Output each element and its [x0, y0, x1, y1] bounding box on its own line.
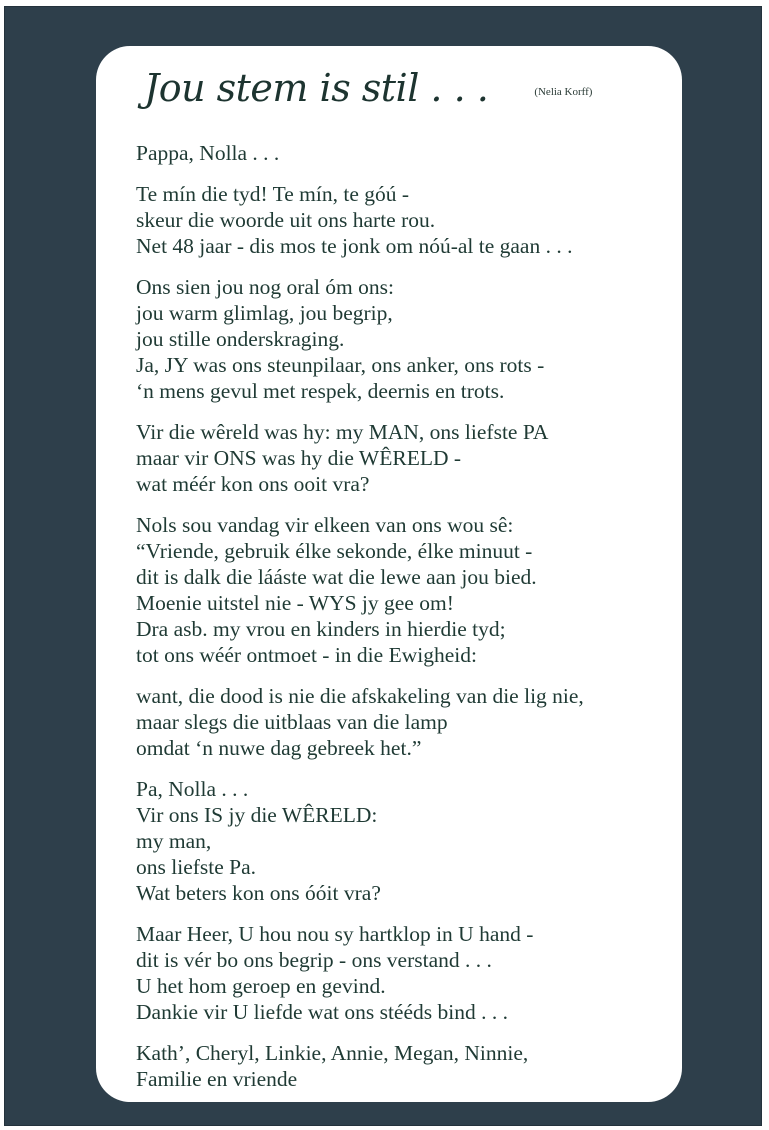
title-row	[136, 66, 662, 140]
poem-card	[96, 46, 682, 1102]
poem-line: tot ons wéér ontmoet - in die Ewigheid:	[136, 643, 477, 667]
poem-line: Wat beters kon ons óóit vra?	[136, 881, 381, 905]
poem-line: Te mín die tyd! Te mín, te góú -	[136, 182, 410, 206]
poem-title: Jou stem is stil . . .	[144, 66, 489, 110]
stanza-6	[136, 683, 662, 761]
poem-line: ons liefste Pa.	[136, 855, 257, 879]
poem-line: “Vriende, gebruik élke sekonde, élke minuut -	[136, 539, 533, 563]
poem-line: my man,	[136, 829, 212, 853]
stanza-7	[136, 776, 662, 906]
stanza-3	[136, 274, 662, 404]
poem-line: maar vir ONS was hy die WÊRELD -	[136, 446, 462, 470]
poem-line: Nols sou vandag vir elkeen van ons wou sê:	[136, 513, 514, 537]
poem-line: want, die dood is nie die afskakeling van die lig nie,	[136, 684, 584, 708]
poem-line: Kath’, Cheryl, Linkie, Annie, Megan, Ninnie,	[136, 1041, 529, 1065]
poem-line: maar slegs die uitblaas van die lamp	[136, 710, 448, 734]
poem-author: (Nelia Korff)	[534, 86, 593, 98]
poem-line: jou warm glimlag, jou begrip,	[136, 301, 393, 325]
poem-line: Pappa, Nolla . . .	[136, 141, 280, 165]
stanza-8	[136, 921, 662, 1025]
poem-line: omdat ‘n nuwe dag gebreek het.”	[136, 736, 422, 760]
stanza-4	[136, 419, 662, 497]
stanza-5	[136, 512, 662, 668]
poem-line: dit is dalk die lááste wat die lewe aan jou bied.	[136, 565, 537, 589]
poem-line: Vir ons IS jy die WÊRELD:	[136, 803, 378, 827]
poem-line: wat méér kon ons ooit vra?	[136, 472, 370, 496]
poem-line: skeur die woorde uit ons harte rou.	[136, 208, 436, 232]
poem-line: Dankie vir U liefde wat ons stééds bind . . .	[136, 1000, 508, 1024]
poem-line: Net 48 jaar - dis mos te jonk om nóú-al te gaan . . .	[136, 234, 573, 258]
stanza-1	[136, 140, 662, 166]
poem-line: ‘n mens gevul met respek, deernis en trots.	[136, 379, 505, 403]
stanza-9	[136, 1040, 662, 1092]
poem-line: Vir die wêreld was hy: my MAN, ons liefste PA	[136, 420, 549, 444]
poem-line: U het hom geroep en gevind.	[136, 974, 386, 998]
poem-line: Ons sien jou nog oral óm ons:	[136, 275, 394, 299]
poem-line: Moenie uitstel nie - WYS jy gee om!	[136, 591, 454, 615]
poem-line: Ja, JY was ons steunpilaar, ons anker, ons rots -	[136, 353, 545, 377]
stanza-2	[136, 181, 662, 259]
poem-line: Pa, Nolla . . .	[136, 777, 249, 801]
poem-line: Maar Heer, U hou nou sy hartklop in U hand -	[136, 922, 534, 946]
poem-line: Dra asb. my vrou en kinders in hierdie tyd;	[136, 617, 506, 641]
dark-frame	[4, 6, 762, 1126]
poem-line: dit is vér bo ons begrip - ons verstand . . .	[136, 948, 492, 972]
poem-line: Familie en vriende	[136, 1067, 298, 1091]
poem-line: jou stille onderskraging.	[136, 327, 345, 351]
